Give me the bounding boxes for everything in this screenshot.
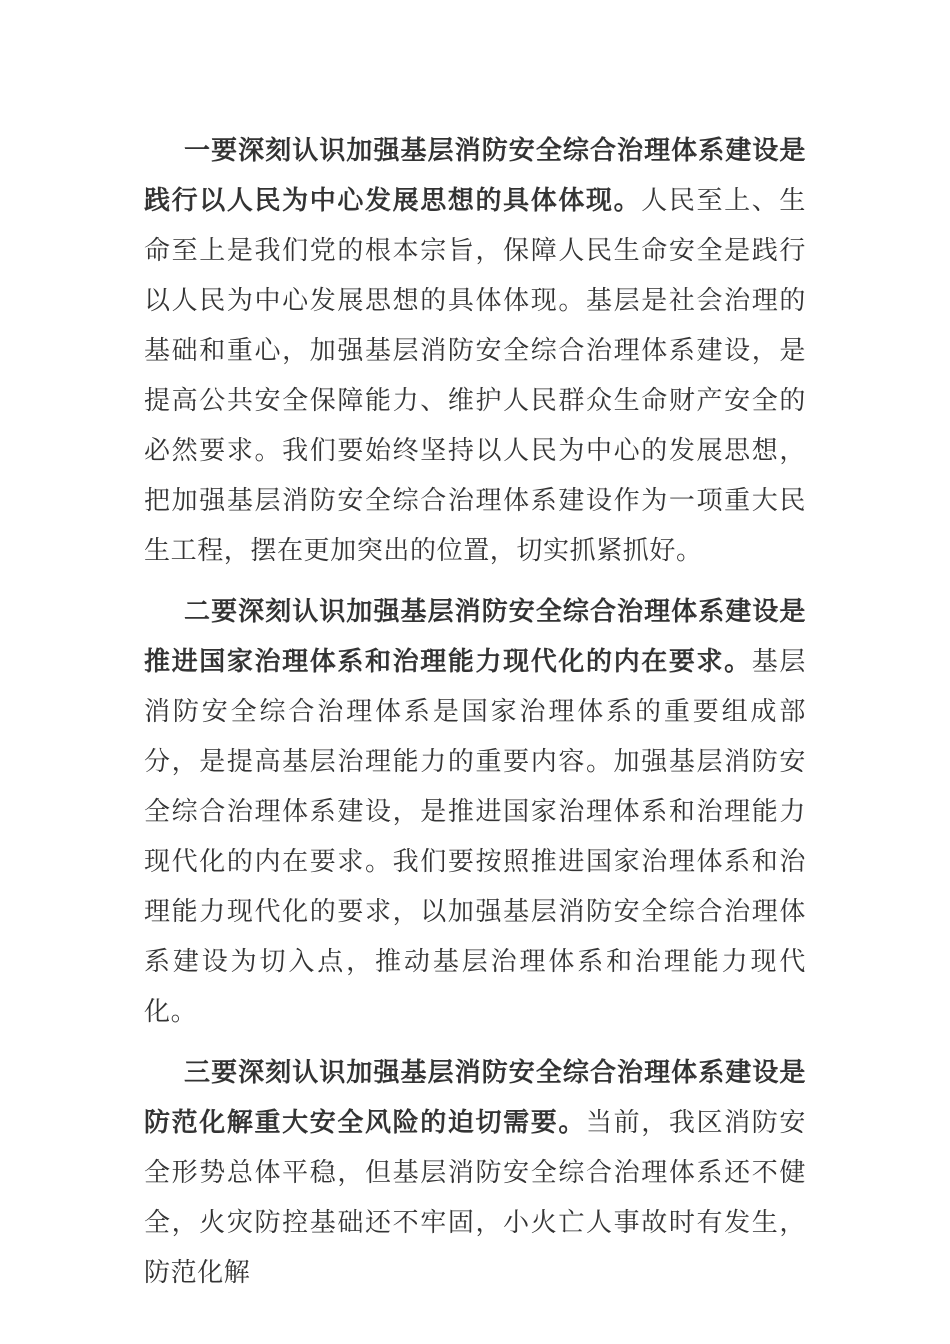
paragraph-3-body: 当前，我区消防安全形势总体平稳，但基层消防安全综合治理体系还不健全，火灾防控基础还不牢固，小火亡人事故时有发生，防范化解 [144, 1108, 806, 1288]
paragraph-1 [144, 126, 806, 576]
paragraph-1-lead: 一要深刻认识加强基层消防安全综合治理体系建设是践行以人民为中心发展思想的具体体现。 [144, 136, 806, 216]
paragraph-2-body: 基层消防安全综合治理体系是国家治理体系的重要组成部分，是提高基层治理能力的重要内容。加强基层消防安全综合治理体系建设，是推进国家治理体系和治理能力现代化的内在要求。我们要按照推进国家治理体系和治理能力现代化的要求，以加强基层消防安全综合治理体系建设为切入点，推动基层治理体系和治理能力现代化。 [144, 647, 807, 1027]
paragraph-3 [144, 1048, 806, 1298]
document-page [144, 126, 806, 1309]
paragraph-2-lead: 二要深刻认识加强基层消防安全综合治理体系建设是推进国家治理体系和治理能力现代化的内在要求。 [144, 597, 806, 677]
paragraph-3-lead: 三要深刻认识加强基层消防安全综合治理体系建设是防范化解重大安全风险的迫切需要。 [144, 1058, 806, 1138]
paragraph-1-body: 人民至上、生命至上是我们党的根本宗旨，保障人民生命安全是践行以人民为中心发展思想的具体体现。基层是社会治理的基础和重心，加强基层消防安全综合治理体系建设，是提高公共安全保障能力、维护人民群众生命财产安全的必然要求。我们要始终坚持以人民为中心的发展思想，把加强基层消防安全综合治理体系建设作为一项重大民生工程，摆在更加突出的位置，切实抓紧抓好。 [144, 186, 806, 566]
paragraph-2 [144, 587, 806, 1037]
